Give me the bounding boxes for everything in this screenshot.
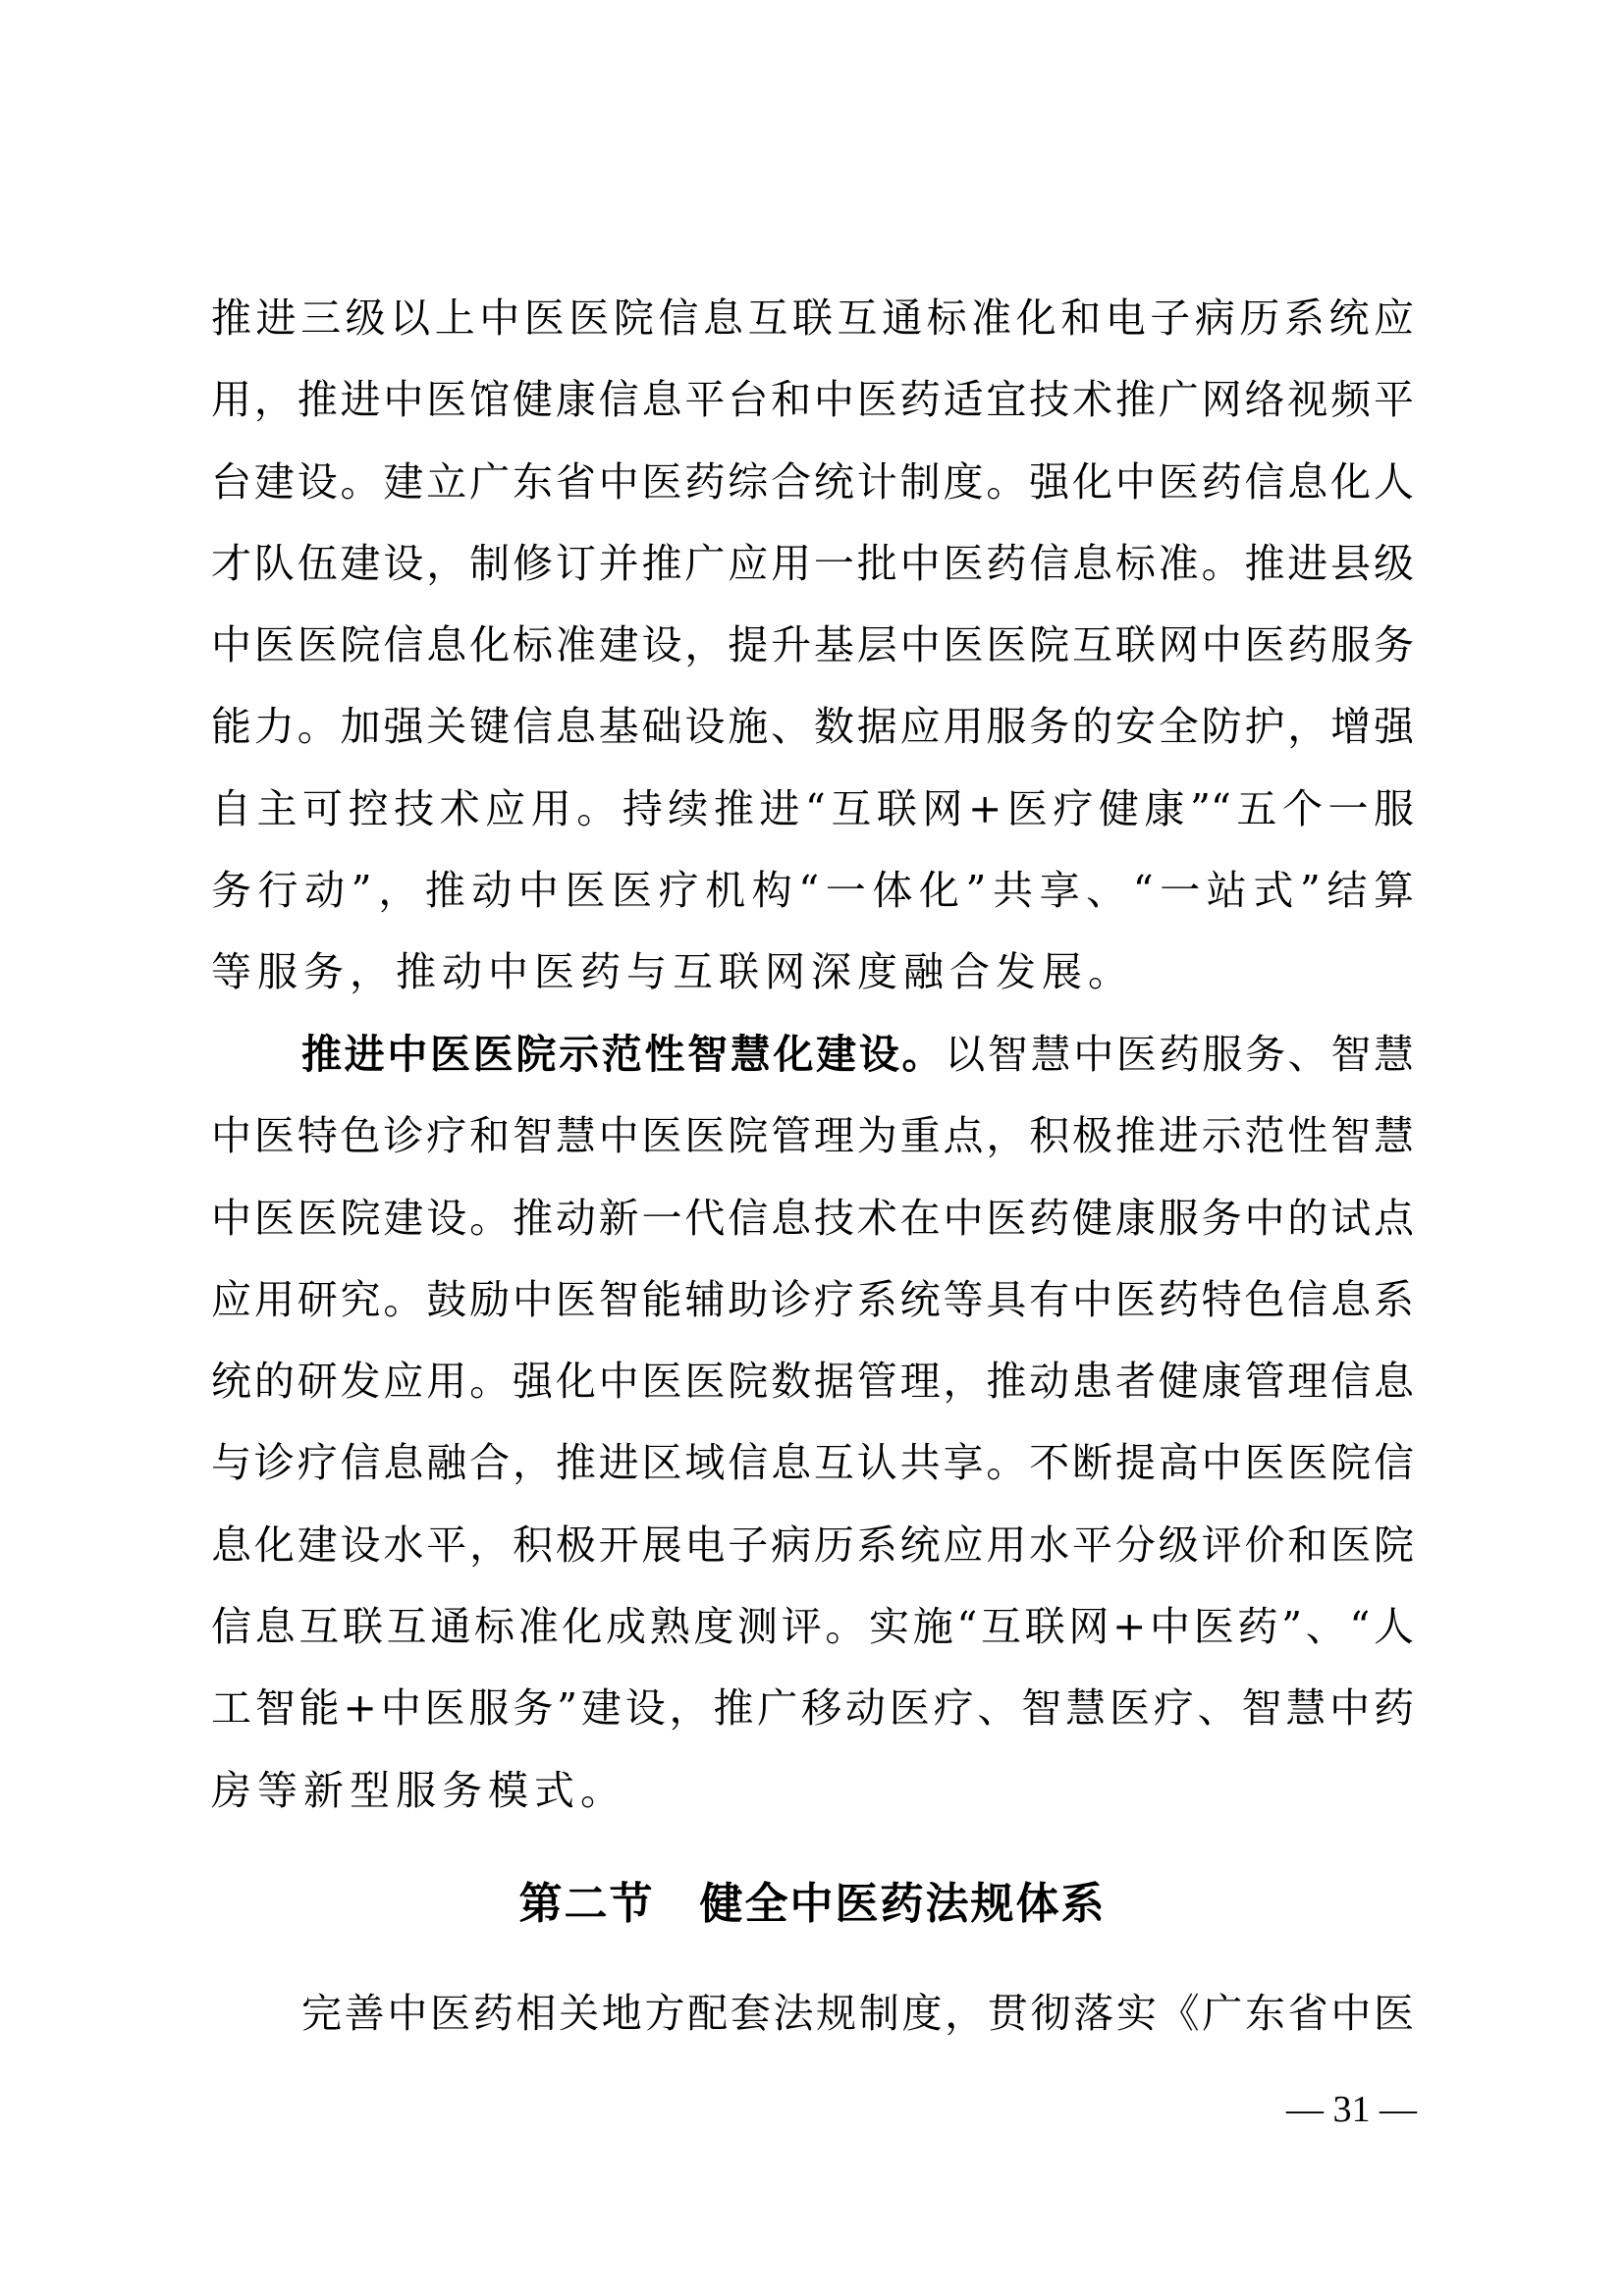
text-line: 自主可控技术应用。持续推进“互联网+医疗健康”“五个一服 xyxy=(211,784,1414,832)
text-line: 中医特色诊疗和智慧中医医院管理为重点，积极推进示范性智慧 xyxy=(211,1112,1414,1160)
bold-lead-heading: 推进中医医院示范性智慧化建设。 xyxy=(301,1031,946,1078)
text-line: 信息互联互通标准化成熟度测评。实施“互联网+中医药”、“人 xyxy=(211,1603,1414,1651)
text-line: 等服务，推动中医药与互联网深度融合发展。 xyxy=(211,948,1134,996)
text-run: 以智慧中医药服务、智慧 xyxy=(945,1031,1415,1078)
paragraph-first-line xyxy=(211,1014,1414,1095)
text-line: 房等新型服务模式。 xyxy=(211,1766,626,1814)
section-heading: 第二节 健全中医药法规体系 xyxy=(518,1879,1107,1929)
paragraph-smart-hospital xyxy=(211,1014,1414,1832)
text-line: 与诊疗信息融合，推进区域信息互认共享。不断提高中医医院信 xyxy=(211,1439,1414,1487)
paragraph-regulations xyxy=(211,1973,1414,2055)
text-line: 中医医院信息化标准建设，提升基层中医医院互联网中医药服务 xyxy=(211,621,1414,669)
text-line: 推进三级以上中医医院信息互联互通标准化和电子病历系统应 xyxy=(211,294,1414,342)
text-line: 息化建设水平，积极开展电子病历系统应用水平分级评价和医院 xyxy=(211,1521,1414,1569)
text-line: 统的研发应用。强化中医医院数据管理，推动患者健康管理信息 xyxy=(211,1358,1414,1406)
text-line: 务行动”，推动中医医疗机构“一体化”共享、“一站式”结算 xyxy=(211,867,1414,915)
text-line: 用，推进中医馆健康信息平台和中医药适宜技术推广网络视频平 xyxy=(211,376,1414,424)
text-line: 能力。加强关键信息基础设施、数据应用服务的安全防护，增强 xyxy=(211,703,1414,751)
text-line: 应用研究。鼓励中医智能辅助诊疗系统等具有中医药特色信息系 xyxy=(211,1275,1414,1323)
text-line: 工智能+中医服务”建设，推广移动医疗、智慧医疗、智慧中药 xyxy=(211,1684,1414,1733)
text-line: 才队伍建设，制修订并推广应用一批中医药信息标准。推进县级 xyxy=(211,539,1414,587)
page-number: — 31 — xyxy=(1286,2089,1417,2130)
paragraph-informatization xyxy=(211,278,1414,1014)
text-line: 台建设。建立广东省中医药综合统计制度。强化中医药信息化人 xyxy=(211,457,1414,506)
text-line: 中医医院建设。推动新一代信息技术在中医药健康服务中的试点 xyxy=(211,1194,1414,1242)
text-line: 完善中医药相关地方配套法规制度，贯彻落实《广东省中医 xyxy=(301,1990,1414,2037)
